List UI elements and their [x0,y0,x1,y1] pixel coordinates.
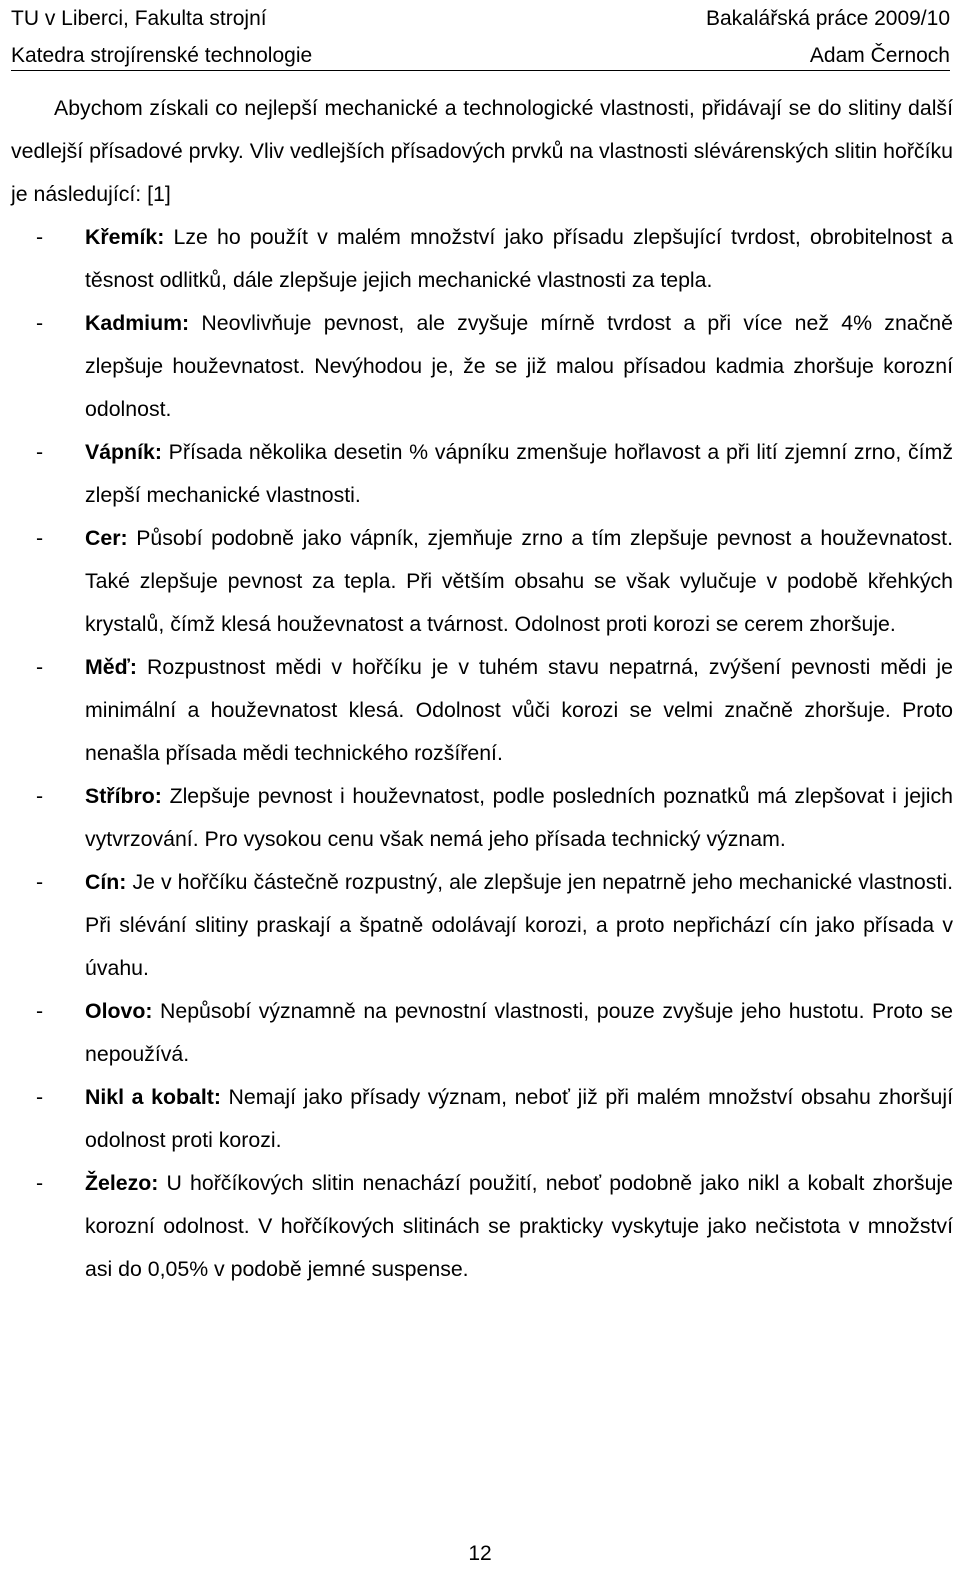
element-term: Křemík: [85,225,165,249]
element-description: Nemají jako přísady význam, neboť již při malém množství obsahu zhoršují odolnost proti korozi. [85,1085,954,1152]
list-item [11,1162,953,1291]
element-description: Přísada několika desetin % vápníku zmenšuje hořlavost a při lití zjemní zrno, čímž zlepší mechanické vlastnosti. [85,440,953,507]
element-description: Je v hořčíku částečně rozpustný, ale zlepšuje jen nepatrně jeho mechanické vlastnosti. Při slévání slitiny praskají a špatně odolávají korozi, a proto nepřichází cín jako přísada v úvahu. [85,870,953,980]
element-term: Železo: [85,1171,159,1195]
list-item [11,1076,953,1162]
header-department: Katedra strojírenské technologie [11,44,313,67]
list-dash: - [36,440,44,464]
list-dash: - [36,784,44,808]
list-item [11,216,953,302]
list-item [11,646,953,775]
element-term: Kadmium: [85,311,190,335]
header-university: TU v Liberci, Fakulta strojní [11,7,267,30]
list-dash: - [36,1171,44,1195]
element-term: Cer: [85,526,128,550]
page-number: 12 [468,1542,492,1565]
list-item [11,517,953,646]
list-item [11,302,953,431]
list-dash: - [36,225,44,249]
list-item [11,431,953,517]
element-description: Působí podobně jako vápník, zjemňuje zrno a tím zlepšuje pevnost a houževnatost. Také zlepšuje pevnost za tepla. Při větším obsahu se však vylučuje v podobě křehkých krystalů, čímž klesá houževnatost a tvárnost. Odolnost proti korozi se cerem zhoršuje. [85,526,953,636]
list-item [11,990,953,1076]
list-dash: - [36,655,44,679]
header-row-top [11,0,950,37]
element-term: Měď: [85,655,137,679]
header-author: Adam Černoch [809,44,950,67]
list-dash: - [36,526,44,550]
list-item [11,861,953,990]
element-term: Stříbro: [85,784,162,808]
element-description: Lze ho použít v malém množství jako přísadu zlepšující tvrdost, obrobitelnost a těsnost odlitků, dále zlepšuje jejich mechanické vlastnosti za tepla. [85,225,953,292]
intro-paragraph: Abychom získali co nejlepší mechanické a technologické vlastnosti, přidávají se do slitiny další vedlejší přísadové prvky. Vliv vedlejších přísadových prvků na vlastnosti slévárenských slitin hořčíku je následující: [1] [11,96,953,206]
element-description: Neovlivňuje pevnost, ale zvyšuje mírně tvrdost a při více než 4% značně zlepšuje houževnatost. Nevýhodou je, že se již malou přísadou kadmia zhoršuje korozní odolnost. [85,311,953,421]
page-header [11,0,950,71]
element-term: Cín: [85,870,127,894]
element-description: Zlepšuje pevnost i houževnatost, podle posledních poznatků má zlepšovat i jejich vytvrzování. Pro vysokou cenu však nemá jeho přísada technický význam. [85,784,953,851]
element-description: U hořčíkových slitin nenachází použití, neboť podobně jako nikl a kobalt zhoršuje korozní odolnost. V hořčíkových slitinách se prakticky vyskytuje jako nečistota v množství asi do 0,05% v podobě jemné suspense. [85,1171,953,1281]
list-dash: - [36,870,44,894]
element-term: Vápník: [85,440,162,464]
list-dash: - [36,999,44,1023]
element-term: Nikl a kobalt: [85,1085,221,1109]
element-description: Rozpustnost mědi v hořčíku je v tuhém stavu nepatrná, zvýšení pevnosti mědi je minimální a houževnatost klesá. Odolnost vůči korozi se velmi značně zhoršuje. Proto nenašla přísada mědi technického rozšíření. [85,655,953,765]
header-row-bottom [11,37,950,74]
document-body [11,87,953,1291]
element-description: Nepůsobí významně na pevnostní vlastnosti, pouze zvyšuje jeho hustotu. Proto se nepoužívá. [85,999,953,1066]
list-dash: - [36,311,44,335]
element-term: Olovo: [85,999,153,1023]
list-dash: - [36,1085,44,1109]
header-thesis-type: Bakalářská práce 2009/10 [706,7,950,30]
list-item [11,775,953,861]
